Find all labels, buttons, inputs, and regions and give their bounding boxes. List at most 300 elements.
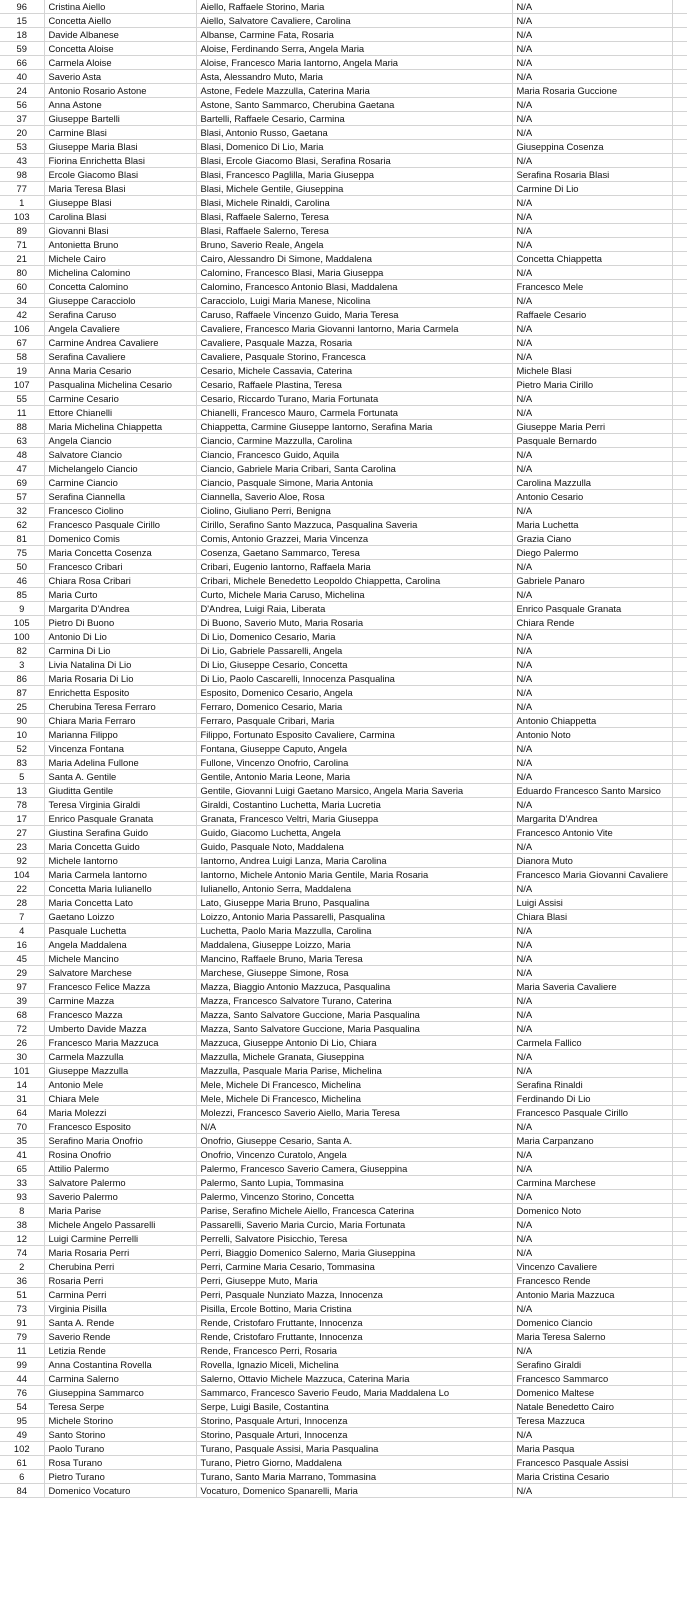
name-cell[interactable]: Domenico Comis <box>44 532 196 546</box>
empty-cell[interactable] <box>672 868 687 882</box>
parents-cell[interactable]: Ferraro, Domenico Cesario, Maria <box>196 700 512 714</box>
empty-cell[interactable] <box>672 938 687 952</box>
parents-cell[interactable]: Albanse, Carmine Fata, Rosaria <box>196 28 512 42</box>
name-cell[interactable]: Cherubina Teresa Ferraro <box>44 700 196 714</box>
empty-cell[interactable] <box>672 1288 687 1302</box>
empty-cell[interactable] <box>672 1302 687 1316</box>
spouse-cell[interactable]: N/A <box>512 406 672 420</box>
parents-cell[interactable]: Bartelli, Raffaele Cesario, Carmina <box>196 112 512 126</box>
parents-cell[interactable]: Cairo, Alessandro Di Simone, Maddalena <box>196 252 512 266</box>
name-cell[interactable]: Cristina Aiello <box>44 0 196 14</box>
parents-cell[interactable]: Rovella, Ignazio Miceli, Michelina <box>196 1358 512 1372</box>
id-cell[interactable]: 97 <box>0 980 44 994</box>
name-cell[interactable]: Angela Cavaliere <box>44 322 196 336</box>
empty-cell[interactable] <box>672 1106 687 1120</box>
parents-cell[interactable]: Onofrio, Giuseppe Cesario, Santa A. <box>196 1134 512 1148</box>
name-cell[interactable]: Antonio Rosario Astone <box>44 84 196 98</box>
name-cell[interactable]: Angela Ciancio <box>44 434 196 448</box>
id-cell[interactable]: 72 <box>0 1022 44 1036</box>
name-cell[interactable]: Chiara Rosa Cribari <box>44 574 196 588</box>
id-cell[interactable]: 18 <box>0 28 44 42</box>
parents-cell[interactable]: Molezzi, Francesco Saverio Aiello, Maria Teresa <box>196 1106 512 1120</box>
name-cell[interactable]: Giuditta Gentile <box>44 784 196 798</box>
empty-cell[interactable] <box>672 28 687 42</box>
id-cell[interactable]: 1 <box>0 196 44 210</box>
empty-cell[interactable] <box>672 1372 687 1386</box>
id-cell[interactable]: 26 <box>0 1036 44 1050</box>
spouse-cell[interactable]: N/A <box>512 1246 672 1260</box>
empty-cell[interactable] <box>672 1190 687 1204</box>
id-cell[interactable]: 75 <box>0 546 44 560</box>
id-cell[interactable]: 74 <box>0 1246 44 1260</box>
parents-cell[interactable]: Palermo, Vincenzo Storino, Concetta <box>196 1190 512 1204</box>
empty-cell[interactable] <box>672 336 687 350</box>
parents-cell[interactable]: Ciolino, Giuliano Perri, Benigna <box>196 504 512 518</box>
spouse-cell[interactable]: N/A <box>512 238 672 252</box>
empty-cell[interactable] <box>672 392 687 406</box>
id-cell[interactable]: 11 <box>0 1344 44 1358</box>
id-cell[interactable]: 34 <box>0 294 44 308</box>
empty-cell[interactable] <box>672 420 687 434</box>
spouse-cell[interactable]: Francesco Pasquale Cirillo <box>512 1106 672 1120</box>
empty-cell[interactable] <box>672 532 687 546</box>
name-cell[interactable]: Cherubina Perri <box>44 1260 196 1274</box>
parents-cell[interactable]: Gentile, Giovanni Luigi Gaetano Marsico, Angela Maria Saveria <box>196 784 512 798</box>
empty-cell[interactable] <box>672 1064 687 1078</box>
spouse-cell[interactable]: N/A <box>512 588 672 602</box>
name-cell[interactable]: Maria Teresa Blasi <box>44 182 196 196</box>
spouse-cell[interactable]: N/A <box>512 322 672 336</box>
id-cell[interactable]: 55 <box>0 392 44 406</box>
empty-cell[interactable] <box>672 1148 687 1162</box>
spouse-cell[interactable]: Giuseppe Maria Perri <box>512 420 672 434</box>
parents-cell[interactable]: Turano, Santo Maria Marrano, Tommasina <box>196 1470 512 1484</box>
name-cell[interactable]: Rosa Turano <box>44 1456 196 1470</box>
id-cell[interactable]: 103 <box>0 210 44 224</box>
empty-cell[interactable] <box>672 896 687 910</box>
id-cell[interactable]: 28 <box>0 896 44 910</box>
empty-cell[interactable] <box>672 1344 687 1358</box>
spouse-cell[interactable]: N/A <box>512 560 672 574</box>
empty-cell[interactable] <box>672 798 687 812</box>
empty-cell[interactable] <box>672 140 687 154</box>
empty-cell[interactable] <box>672 980 687 994</box>
id-cell[interactable]: 4 <box>0 924 44 938</box>
name-cell[interactable]: Concetta Maria Iulianello <box>44 882 196 896</box>
parents-cell[interactable]: Passarelli, Saverio Maria Curcio, Maria Fortunata <box>196 1218 512 1232</box>
name-cell[interactable]: Margarita D'Andrea <box>44 602 196 616</box>
parents-cell[interactable]: Astone, Santo Sammarco, Cherubina Gaetana <box>196 98 512 112</box>
name-cell[interactable]: Maria Concetta Guido <box>44 840 196 854</box>
empty-cell[interactable] <box>672 1050 687 1064</box>
id-cell[interactable]: 77 <box>0 182 44 196</box>
empty-cell[interactable] <box>672 182 687 196</box>
empty-cell[interactable] <box>672 518 687 532</box>
id-cell[interactable]: 90 <box>0 714 44 728</box>
name-cell[interactable]: Pietro Turano <box>44 1470 196 1484</box>
parents-cell[interactable]: Di Lio, Giuseppe Cesario, Concetta <box>196 658 512 672</box>
empty-cell[interactable] <box>672 882 687 896</box>
empty-cell[interactable] <box>672 476 687 490</box>
name-cell[interactable]: Carmina Perri <box>44 1288 196 1302</box>
empty-cell[interactable] <box>672 1120 687 1134</box>
empty-cell[interactable] <box>672 826 687 840</box>
spouse-cell[interactable]: Gabriele Panaro <box>512 574 672 588</box>
parents-cell[interactable]: Asta, Alessandro Muto, Maria <box>196 70 512 84</box>
spouse-cell[interactable]: N/A <box>512 1050 672 1064</box>
spouse-cell[interactable]: N/A <box>512 1008 672 1022</box>
empty-cell[interactable] <box>672 42 687 56</box>
empty-cell[interactable] <box>672 1218 687 1232</box>
id-cell[interactable]: 70 <box>0 1120 44 1134</box>
spouse-cell[interactable]: Chiara Blasi <box>512 910 672 924</box>
parents-cell[interactable]: Cesario, Michele Cassavia, Caterina <box>196 364 512 378</box>
id-cell[interactable]: 85 <box>0 588 44 602</box>
name-cell[interactable]: Marianna Filippo <box>44 728 196 742</box>
spouse-cell[interactable]: Carolina Mazzulla <box>512 476 672 490</box>
name-cell[interactable]: Francesco Maria Mazzuca <box>44 1036 196 1050</box>
name-cell[interactable]: Serafina Ciannella <box>44 490 196 504</box>
name-cell[interactable]: Antonietta Bruno <box>44 238 196 252</box>
id-cell[interactable]: 82 <box>0 644 44 658</box>
name-cell[interactable]: Giuseppina Sammarco <box>44 1386 196 1400</box>
name-cell[interactable]: Giuseppe Caracciolo <box>44 294 196 308</box>
parents-cell[interactable]: Pisilla, Ercole Bottino, Maria Cristina <box>196 1302 512 1316</box>
spouse-cell[interactable]: N/A <box>512 266 672 280</box>
name-cell[interactable]: Anna Costantina Rovella <box>44 1358 196 1372</box>
empty-cell[interactable] <box>672 84 687 98</box>
id-cell[interactable]: 62 <box>0 518 44 532</box>
spouse-cell[interactable]: N/A <box>512 28 672 42</box>
name-cell[interactable]: Vincenza Fontana <box>44 742 196 756</box>
spouse-cell[interactable]: Domenico Maltese <box>512 1386 672 1400</box>
id-cell[interactable]: 24 <box>0 84 44 98</box>
name-cell[interactable]: Michele Storino <box>44 1414 196 1428</box>
empty-cell[interactable] <box>672 616 687 630</box>
id-cell[interactable]: 29 <box>0 966 44 980</box>
spouse-cell[interactable]: Serafina Rinaldi <box>512 1078 672 1092</box>
empty-cell[interactable] <box>672 644 687 658</box>
name-cell[interactable]: Virginia Pisilla <box>44 1302 196 1316</box>
id-cell[interactable]: 56 <box>0 98 44 112</box>
empty-cell[interactable] <box>672 1358 687 1372</box>
spouse-cell[interactable]: Carmina Marchese <box>512 1176 672 1190</box>
parents-cell[interactable]: Turano, Pietro Giorno, Maddalena <box>196 1456 512 1470</box>
id-cell[interactable]: 49 <box>0 1428 44 1442</box>
id-cell[interactable]: 32 <box>0 504 44 518</box>
empty-cell[interactable] <box>672 840 687 854</box>
empty-cell[interactable] <box>672 1092 687 1106</box>
parents-cell[interactable]: Blasi, Ercole Giacomo Blasi, Serafina Rosaria <box>196 154 512 168</box>
name-cell[interactable]: Antonio Mele <box>44 1078 196 1092</box>
spouse-cell[interactable]: N/A <box>512 1302 672 1316</box>
spouse-cell[interactable]: N/A <box>512 210 672 224</box>
empty-cell[interactable] <box>672 98 687 112</box>
id-cell[interactable]: 33 <box>0 1176 44 1190</box>
id-cell[interactable]: 59 <box>0 42 44 56</box>
id-cell[interactable]: 66 <box>0 56 44 70</box>
empty-cell[interactable] <box>672 560 687 574</box>
parents-cell[interactable]: Iulianello, Antonio Serra, Maddalena <box>196 882 512 896</box>
id-cell[interactable]: 80 <box>0 266 44 280</box>
name-cell[interactable]: Angela Maddalena <box>44 938 196 952</box>
id-cell[interactable]: 68 <box>0 1008 44 1022</box>
parents-cell[interactable]: Bruno, Saverio Reale, Angela <box>196 238 512 252</box>
name-cell[interactable]: Maria Concetta Cosenza <box>44 546 196 560</box>
id-cell[interactable]: 76 <box>0 1386 44 1400</box>
spouse-cell[interactable]: Michele Blasi <box>512 364 672 378</box>
name-cell[interactable]: Giuseppe Blasi <box>44 196 196 210</box>
empty-cell[interactable] <box>672 210 687 224</box>
name-cell[interactable]: Teresa Serpe <box>44 1400 196 1414</box>
spouse-cell[interactable]: Maria Carpanzano <box>512 1134 672 1148</box>
spouse-cell[interactable]: N/A <box>512 658 672 672</box>
name-cell[interactable]: Carmina Salerno <box>44 1372 196 1386</box>
name-cell[interactable]: Anna Maria Cesario <box>44 364 196 378</box>
parents-cell[interactable]: Parise, Serafino Michele Aiello, Francesca Caterina <box>196 1204 512 1218</box>
id-cell[interactable]: 87 <box>0 686 44 700</box>
spouse-cell[interactable]: N/A <box>512 742 672 756</box>
id-cell[interactable]: 11 <box>0 406 44 420</box>
id-cell[interactable]: 22 <box>0 882 44 896</box>
spouse-cell[interactable]: N/A <box>512 938 672 952</box>
spouse-cell[interactable]: N/A <box>512 1232 672 1246</box>
empty-cell[interactable] <box>672 1246 687 1260</box>
id-cell[interactable]: 30 <box>0 1050 44 1064</box>
parents-cell[interactable]: Lato, Giuseppe Maria Bruno, Pasqualina <box>196 896 512 910</box>
name-cell[interactable]: Pasqualina Michelina Cesario <box>44 378 196 392</box>
empty-cell[interactable] <box>672 154 687 168</box>
name-cell[interactable]: Maria Parise <box>44 1204 196 1218</box>
parents-cell[interactable]: Ciancio, Francesco Guido, Aquila <box>196 448 512 462</box>
empty-cell[interactable] <box>672 1470 687 1484</box>
spouse-cell[interactable]: Natale Benedetto Cairo <box>512 1400 672 1414</box>
name-cell[interactable]: Anna Astone <box>44 98 196 112</box>
name-cell[interactable]: Ercole Giacomo Blasi <box>44 168 196 182</box>
id-cell[interactable]: 52 <box>0 742 44 756</box>
empty-cell[interactable] <box>672 112 687 126</box>
empty-cell[interactable] <box>672 658 687 672</box>
spouse-cell[interactable]: N/A <box>512 672 672 686</box>
empty-cell[interactable] <box>672 1456 687 1470</box>
id-cell[interactable]: 21 <box>0 252 44 266</box>
parents-cell[interactable]: N/A <box>196 1120 512 1134</box>
spouse-cell[interactable]: N/A <box>512 798 672 812</box>
name-cell[interactable]: Salvatore Ciancio <box>44 448 196 462</box>
id-cell[interactable]: 40 <box>0 70 44 84</box>
spouse-cell[interactable]: Eduardo Francesco Santo Marsico <box>512 784 672 798</box>
parents-cell[interactable]: Iantorno, Andrea Luigi Lanza, Maria Carolina <box>196 854 512 868</box>
spouse-cell[interactable]: Maria Cristina Cesario <box>512 1470 672 1484</box>
name-cell[interactable]: Carmela Aloise <box>44 56 196 70</box>
empty-cell[interactable] <box>672 238 687 252</box>
empty-cell[interactable] <box>672 742 687 756</box>
name-cell[interactable]: Francesco Esposito <box>44 1120 196 1134</box>
id-cell[interactable]: 96 <box>0 0 44 14</box>
id-cell[interactable]: 12 <box>0 1232 44 1246</box>
empty-cell[interactable] <box>672 1162 687 1176</box>
id-cell[interactable]: 105 <box>0 616 44 630</box>
name-cell[interactable]: Michele Cairo <box>44 252 196 266</box>
empty-cell[interactable] <box>672 224 687 238</box>
parents-cell[interactable]: Aiello, Salvatore Cavaliere, Carolina <box>196 14 512 28</box>
parents-cell[interactable]: Sammarco, Francesco Saverio Feudo, Maria Maddalena Lo <box>196 1386 512 1400</box>
id-cell[interactable]: 8 <box>0 1204 44 1218</box>
parents-cell[interactable]: Loizzo, Antonio Maria Passarelli, Pasqualina <box>196 910 512 924</box>
empty-cell[interactable] <box>672 70 687 84</box>
parents-cell[interactable]: Comis, Antonio Grazzei, Maria Vincenza <box>196 532 512 546</box>
empty-cell[interactable] <box>672 994 687 1008</box>
empty-cell[interactable] <box>672 1400 687 1414</box>
parents-cell[interactable]: Perrelli, Salvatore Pisicchio, Teresa <box>196 1232 512 1246</box>
name-cell[interactable]: Santa A. Gentile <box>44 770 196 784</box>
parents-cell[interactable]: Blasi, Domenico Di Lio, Maria <box>196 140 512 154</box>
spouse-cell[interactable]: N/A <box>512 686 672 700</box>
name-cell[interactable]: Carmela Mazzulla <box>44 1050 196 1064</box>
id-cell[interactable]: 107 <box>0 378 44 392</box>
id-cell[interactable]: 48 <box>0 448 44 462</box>
empty-cell[interactable] <box>672 770 687 784</box>
parents-cell[interactable]: Cosenza, Gaetano Sammarco, Teresa <box>196 546 512 560</box>
parents-cell[interactable]: Granata, Francesco Veltri, Maria Giuseppa <box>196 812 512 826</box>
id-cell[interactable]: 98 <box>0 168 44 182</box>
name-cell[interactable]: Saverio Rende <box>44 1330 196 1344</box>
spouse-cell[interactable]: N/A <box>512 14 672 28</box>
empty-cell[interactable] <box>672 294 687 308</box>
name-cell[interactable]: Fiorina Enrichetta Blasi <box>44 154 196 168</box>
id-cell[interactable]: 50 <box>0 560 44 574</box>
spouse-cell[interactable]: N/A <box>512 1064 672 1078</box>
empty-cell[interactable] <box>672 952 687 966</box>
parents-cell[interactable]: Onofrio, Vincenzo Curatolo, Angela <box>196 1148 512 1162</box>
spouse-cell[interactable]: N/A <box>512 336 672 350</box>
id-cell[interactable]: 27 <box>0 826 44 840</box>
id-cell[interactable]: 44 <box>0 1372 44 1386</box>
empty-cell[interactable] <box>672 1008 687 1022</box>
empty-cell[interactable] <box>672 1232 687 1246</box>
name-cell[interactable]: Salvatore Palermo <box>44 1176 196 1190</box>
spouse-cell[interactable]: Concetta Chiappetta <box>512 252 672 266</box>
spouse-cell[interactable]: N/A <box>512 630 672 644</box>
id-cell[interactable]: 73 <box>0 1302 44 1316</box>
spouse-cell[interactable]: N/A <box>512 154 672 168</box>
spouse-cell[interactable]: Teresa Mazzuca <box>512 1414 672 1428</box>
parents-cell[interactable]: Ciannella, Saverio Aloe, Rosa <box>196 490 512 504</box>
empty-cell[interactable] <box>672 1484 687 1498</box>
parents-cell[interactable]: Cirillo, Serafino Santo Mazzuca, Pasqualina Saveria <box>196 518 512 532</box>
spouse-cell[interactable]: Antonio Chiappetta <box>512 714 672 728</box>
parents-cell[interactable]: Di Lio, Paolo Cascarelli, Innocenza Pasqualina <box>196 672 512 686</box>
id-cell[interactable]: 9 <box>0 602 44 616</box>
spouse-cell[interactable]: N/A <box>512 994 672 1008</box>
parents-cell[interactable]: Mazzuca, Giuseppe Antonio Di Lio, Chiara <box>196 1036 512 1050</box>
spouse-cell[interactable]: N/A <box>512 840 672 854</box>
name-cell[interactable]: Francesco Felice Mazza <box>44 980 196 994</box>
name-cell[interactable]: Maria Molezzi <box>44 1106 196 1120</box>
empty-cell[interactable] <box>672 308 687 322</box>
parents-cell[interactable]: Cesario, Raffaele Plastina, Teresa <box>196 378 512 392</box>
name-cell[interactable]: Michelangelo Ciancio <box>44 462 196 476</box>
name-cell[interactable]: Domenico Vocaturo <box>44 1484 196 1498</box>
spouse-cell[interactable]: Carmela Fallico <box>512 1036 672 1050</box>
empty-cell[interactable] <box>672 686 687 700</box>
empty-cell[interactable] <box>672 462 687 476</box>
spouse-cell[interactable]: Raffaele Cesario <box>512 308 672 322</box>
spouse-cell[interactable]: N/A <box>512 1190 672 1204</box>
name-cell[interactable]: Salvatore Marchese <box>44 966 196 980</box>
parents-cell[interactable]: Luchetta, Paolo Maria Mazzulla, Carolina <box>196 924 512 938</box>
empty-cell[interactable] <box>672 924 687 938</box>
name-cell[interactable]: Chiara Maria Ferraro <box>44 714 196 728</box>
parents-cell[interactable]: Rende, Francesco Perri, Rosaria <box>196 1344 512 1358</box>
name-cell[interactable]: Maria Concetta Lato <box>44 896 196 910</box>
parents-cell[interactable]: Mazza, Santo Salvatore Guccione, Maria Pasqualina <box>196 1022 512 1036</box>
spouse-cell[interactable]: N/A <box>512 56 672 70</box>
spouse-cell[interactable]: Domenico Ciancio <box>512 1316 672 1330</box>
parents-cell[interactable]: Rende, Cristofaro Fruttante, Innocenza <box>196 1316 512 1330</box>
spouse-cell[interactable]: Francesco Sammarco <box>512 1372 672 1386</box>
name-cell[interactable]: Rosaria Perri <box>44 1274 196 1288</box>
name-cell[interactable]: Pasquale Luchetta <box>44 924 196 938</box>
parents-cell[interactable]: Perri, Pasquale Nunziato Mazza, Innocenza <box>196 1288 512 1302</box>
empty-cell[interactable] <box>672 14 687 28</box>
name-cell[interactable]: Umberto Davide Mazza <box>44 1022 196 1036</box>
parents-cell[interactable]: Curto, Michele Maria Caruso, Michelina <box>196 588 512 602</box>
name-cell[interactable]: Giuseppe Maria Blasi <box>44 140 196 154</box>
spouse-cell[interactable]: Francesco Rende <box>512 1274 672 1288</box>
name-cell[interactable]: Enrichetta Esposito <box>44 686 196 700</box>
spouse-cell[interactable]: N/A <box>512 1162 672 1176</box>
spouse-cell[interactable]: N/A <box>512 224 672 238</box>
empty-cell[interactable] <box>672 448 687 462</box>
id-cell[interactable]: 101 <box>0 1064 44 1078</box>
empty-cell[interactable] <box>672 0 687 14</box>
id-cell[interactable]: 65 <box>0 1162 44 1176</box>
empty-cell[interactable] <box>672 602 687 616</box>
name-cell[interactable]: Luigi Carmine Perrelli <box>44 1232 196 1246</box>
id-cell[interactable]: 81 <box>0 532 44 546</box>
spouse-cell[interactable]: Maria Saveria Cavaliere <box>512 980 672 994</box>
spouse-cell[interactable]: N/A <box>512 770 672 784</box>
empty-cell[interactable] <box>672 168 687 182</box>
name-cell[interactable]: Michelina Calomino <box>44 266 196 280</box>
parents-cell[interactable]: Perri, Carmine Maria Cesario, Tommasina <box>196 1260 512 1274</box>
empty-cell[interactable] <box>672 196 687 210</box>
empty-cell[interactable] <box>672 1330 687 1344</box>
id-cell[interactable]: 61 <box>0 1456 44 1470</box>
name-cell[interactable]: Letizia Rende <box>44 1344 196 1358</box>
parents-cell[interactable]: Astone, Fedele Mazzulla, Caterina Maria <box>196 84 512 98</box>
name-cell[interactable]: Saverio Asta <box>44 70 196 84</box>
spouse-cell[interactable]: Francesco Maria Giovanni Cavaliere <box>512 868 672 882</box>
id-cell[interactable]: 106 <box>0 322 44 336</box>
name-cell[interactable]: Maria Rosaria Perri <box>44 1246 196 1260</box>
spouse-cell[interactable]: N/A <box>512 1428 672 1442</box>
empty-cell[interactable] <box>672 756 687 770</box>
spouse-cell[interactable]: Maria Teresa Salerno <box>512 1330 672 1344</box>
parents-cell[interactable]: Vocaturo, Domenico Spanarelli, Maria <box>196 1484 512 1498</box>
empty-cell[interactable] <box>672 812 687 826</box>
empty-cell[interactable] <box>672 630 687 644</box>
spouse-cell[interactable]: Luigi Assisi <box>512 896 672 910</box>
name-cell[interactable]: Michele Iantorno <box>44 854 196 868</box>
empty-cell[interactable] <box>672 546 687 560</box>
empty-cell[interactable] <box>672 1176 687 1190</box>
parents-cell[interactable]: Mele, Michele Di Francesco, Michelina <box>196 1092 512 1106</box>
parents-cell[interactable]: Calomino, Francesco Blasi, Maria Giuseppa <box>196 266 512 280</box>
parents-cell[interactable]: Ciancio, Pasquale Simone, Maria Antonia <box>196 476 512 490</box>
empty-cell[interactable] <box>672 490 687 504</box>
